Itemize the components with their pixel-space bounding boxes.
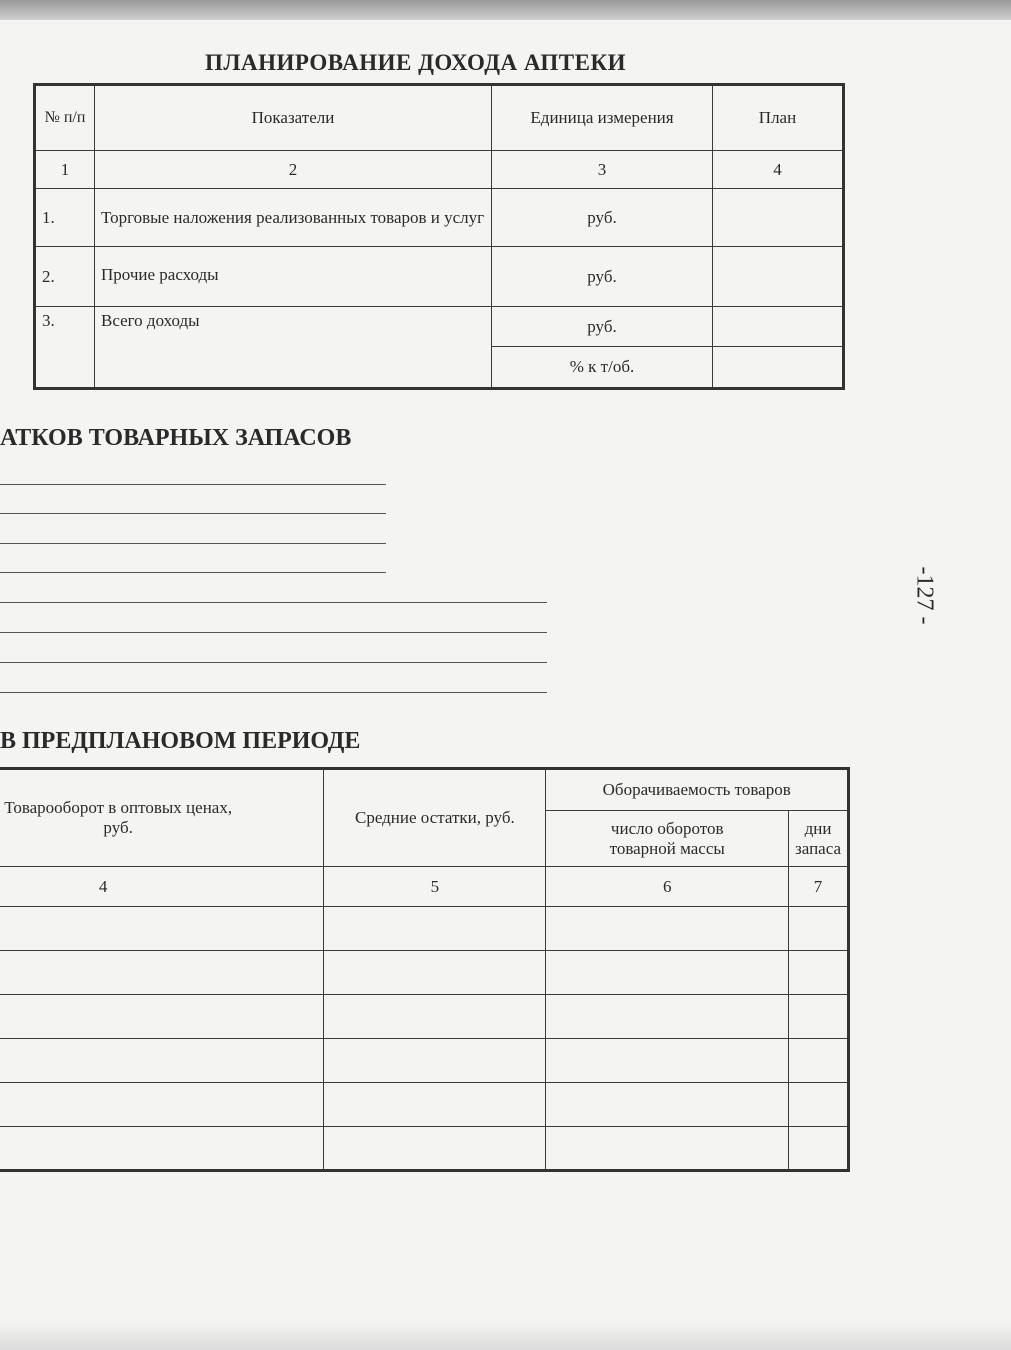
colnum-4: 4 — [0, 867, 324, 907]
writing-line — [0, 602, 547, 603]
table-row — [0, 951, 849, 995]
header-avg-stock: Средние остатки, руб. — [324, 769, 546, 867]
header-turnover: Товарооборот в оптовых ценах, руб. — [0, 769, 324, 867]
section2-title: АТКОВ ТОВАРНЫХ ЗАПАСОВ — [0, 425, 352, 451]
header-plan: План — [713, 85, 844, 151]
turnover-table — [0, 767, 850, 1172]
table-row — [0, 1039, 849, 1083]
section1-title: ПЛАНИРОВАНИЕ ДОХОДА АПТЕКИ — [205, 50, 627, 75]
income-planning-table — [33, 83, 845, 390]
row3-plan2 — [713, 347, 844, 389]
header-indicators: Показатели — [95, 85, 492, 151]
row2-unit: руб. — [492, 247, 713, 307]
table-row — [0, 995, 849, 1039]
row3-unit2: % к т/об. — [492, 347, 713, 389]
writing-line — [0, 543, 386, 544]
page-number: -127 - — [911, 566, 938, 625]
row2-name: Прочие расходы — [95, 247, 492, 307]
colnum-5: 5 — [324, 867, 546, 907]
table-row — [0, 907, 849, 951]
row1-unit: руб. — [492, 189, 713, 247]
row3-num: 3. — [35, 307, 95, 389]
row1-num: 1. — [35, 189, 95, 247]
writing-line — [0, 513, 386, 514]
row1-plan — [713, 189, 844, 247]
writing-line — [0, 692, 547, 693]
section3-title: В ПРЕДПЛАНОВОМ ПЕРИОДЕ — [0, 728, 361, 754]
row2-num: 2. — [35, 247, 95, 307]
colnum-7: 7 — [789, 867, 849, 907]
header-num: № п/п — [35, 85, 95, 151]
colnum-1: 1 — [35, 151, 95, 189]
header-unit: Единица измерения — [492, 85, 713, 151]
header-num-turns: число оборотов товарной массы — [546, 811, 789, 867]
row3-unit: руб. — [492, 307, 713, 347]
scan-top-edge — [0, 0, 1011, 20]
writing-line — [0, 484, 386, 485]
header-stock-days: дни запаса — [789, 811, 849, 867]
colnum-2: 2 — [95, 151, 492, 189]
row3-plan — [713, 307, 844, 347]
header-turnover-rate: Оборачиваемость товаров — [546, 769, 849, 811]
writing-line — [0, 662, 547, 663]
table-row — [0, 1083, 849, 1127]
writing-line — [0, 632, 547, 633]
colnum-6: 6 — [546, 867, 789, 907]
colnum-4: 4 — [713, 151, 844, 189]
row2-plan — [713, 247, 844, 307]
writing-line — [0, 572, 386, 573]
table-row — [0, 1127, 849, 1171]
colnum-3: 3 — [492, 151, 713, 189]
scan-bottom-edge — [0, 1322, 1011, 1350]
row3-name: Всего доходы — [95, 307, 492, 389]
row1-name: Торговые наложения реализованных товаров и услуг — [95, 189, 492, 247]
